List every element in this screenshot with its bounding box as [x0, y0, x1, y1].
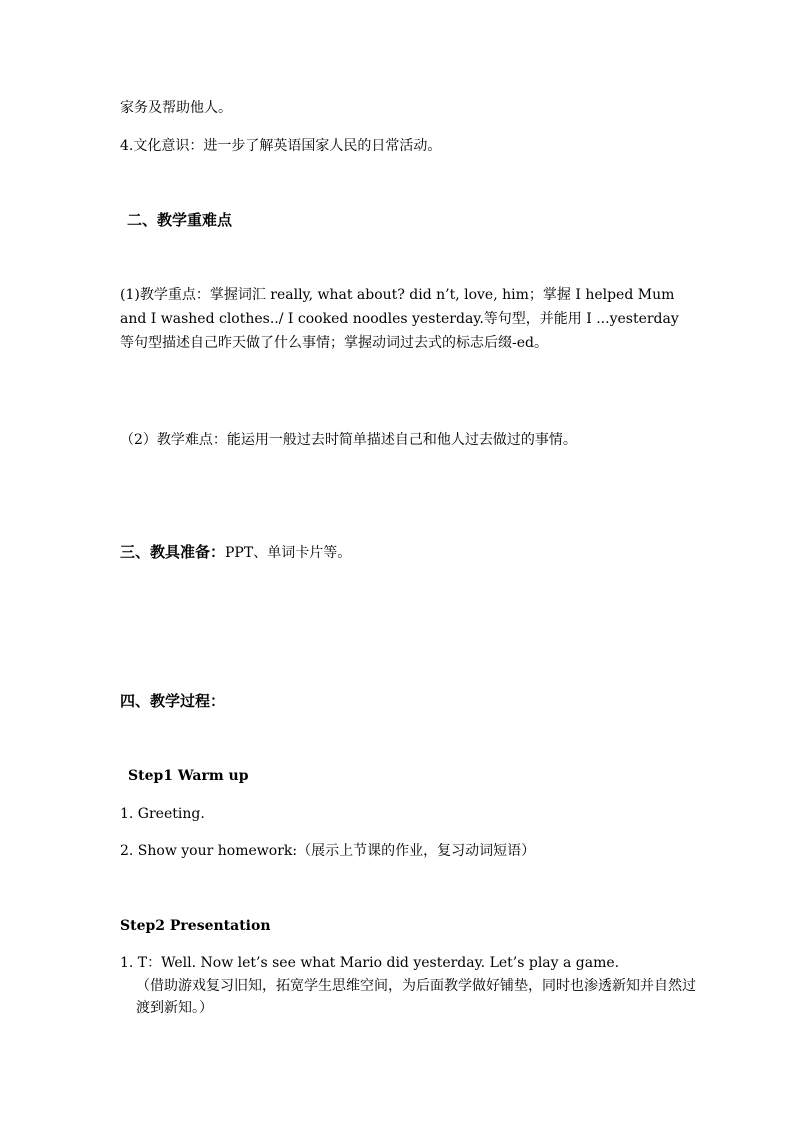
key-points-paragraph: (1)教学重点：掌握词汇 really, what about? did n’t, love, him；掌握 I helped Mum and I washed clothes../ I cooked noodles yesterday.等句型，并能用 I ...yesterday 等句型描述自己昨天做了什么事情；掌握动词过去式的标志后缀-ed。 — [120, 287, 679, 351]
step1-heading: Step1 Warm up — [128, 768, 249, 784]
difficult-points-paragraph: （2）教学难点：能运用一般过去时简单描述自己和他人过去做过的事情。 — [120, 432, 577, 448]
step1-item-homework: 2. Show your homework:（展示上节课的作业，复习动词短语） — [120, 843, 536, 859]
step2-item-game: 1. T：Well. Now let’s see what Mario did yesterday. Let’s play a game. — [120, 955, 620, 971]
section-heading-key-difficult-points: 二、教学重难点 — [127, 211, 233, 229]
teaching-aids-value: PPT、单词卡片等。 — [225, 545, 352, 561]
step2-heading: Step2 Presentation — [120, 918, 271, 934]
text-line-chores: 家务及帮助他人。 — [120, 100, 232, 116]
cultural-awareness-item: 4.文化意识：进一步了解英语国家人民的日常活动。 — [120, 138, 442, 154]
section-heading-teaching-aids: 三、教具准备： — [120, 543, 226, 561]
step2-item-game-note: （借助游戏复习旧知，拓宽学生思维空间，为后面教学做好铺垫，同时也渗透新知并自然过渡到新知。） — [136, 978, 696, 1016]
step1-item-greeting: 1. Greeting. — [120, 806, 205, 822]
section-heading-teaching-process: 四、教学过程： — [120, 692, 226, 710]
teaching-aids-line — [120, 542, 351, 563]
